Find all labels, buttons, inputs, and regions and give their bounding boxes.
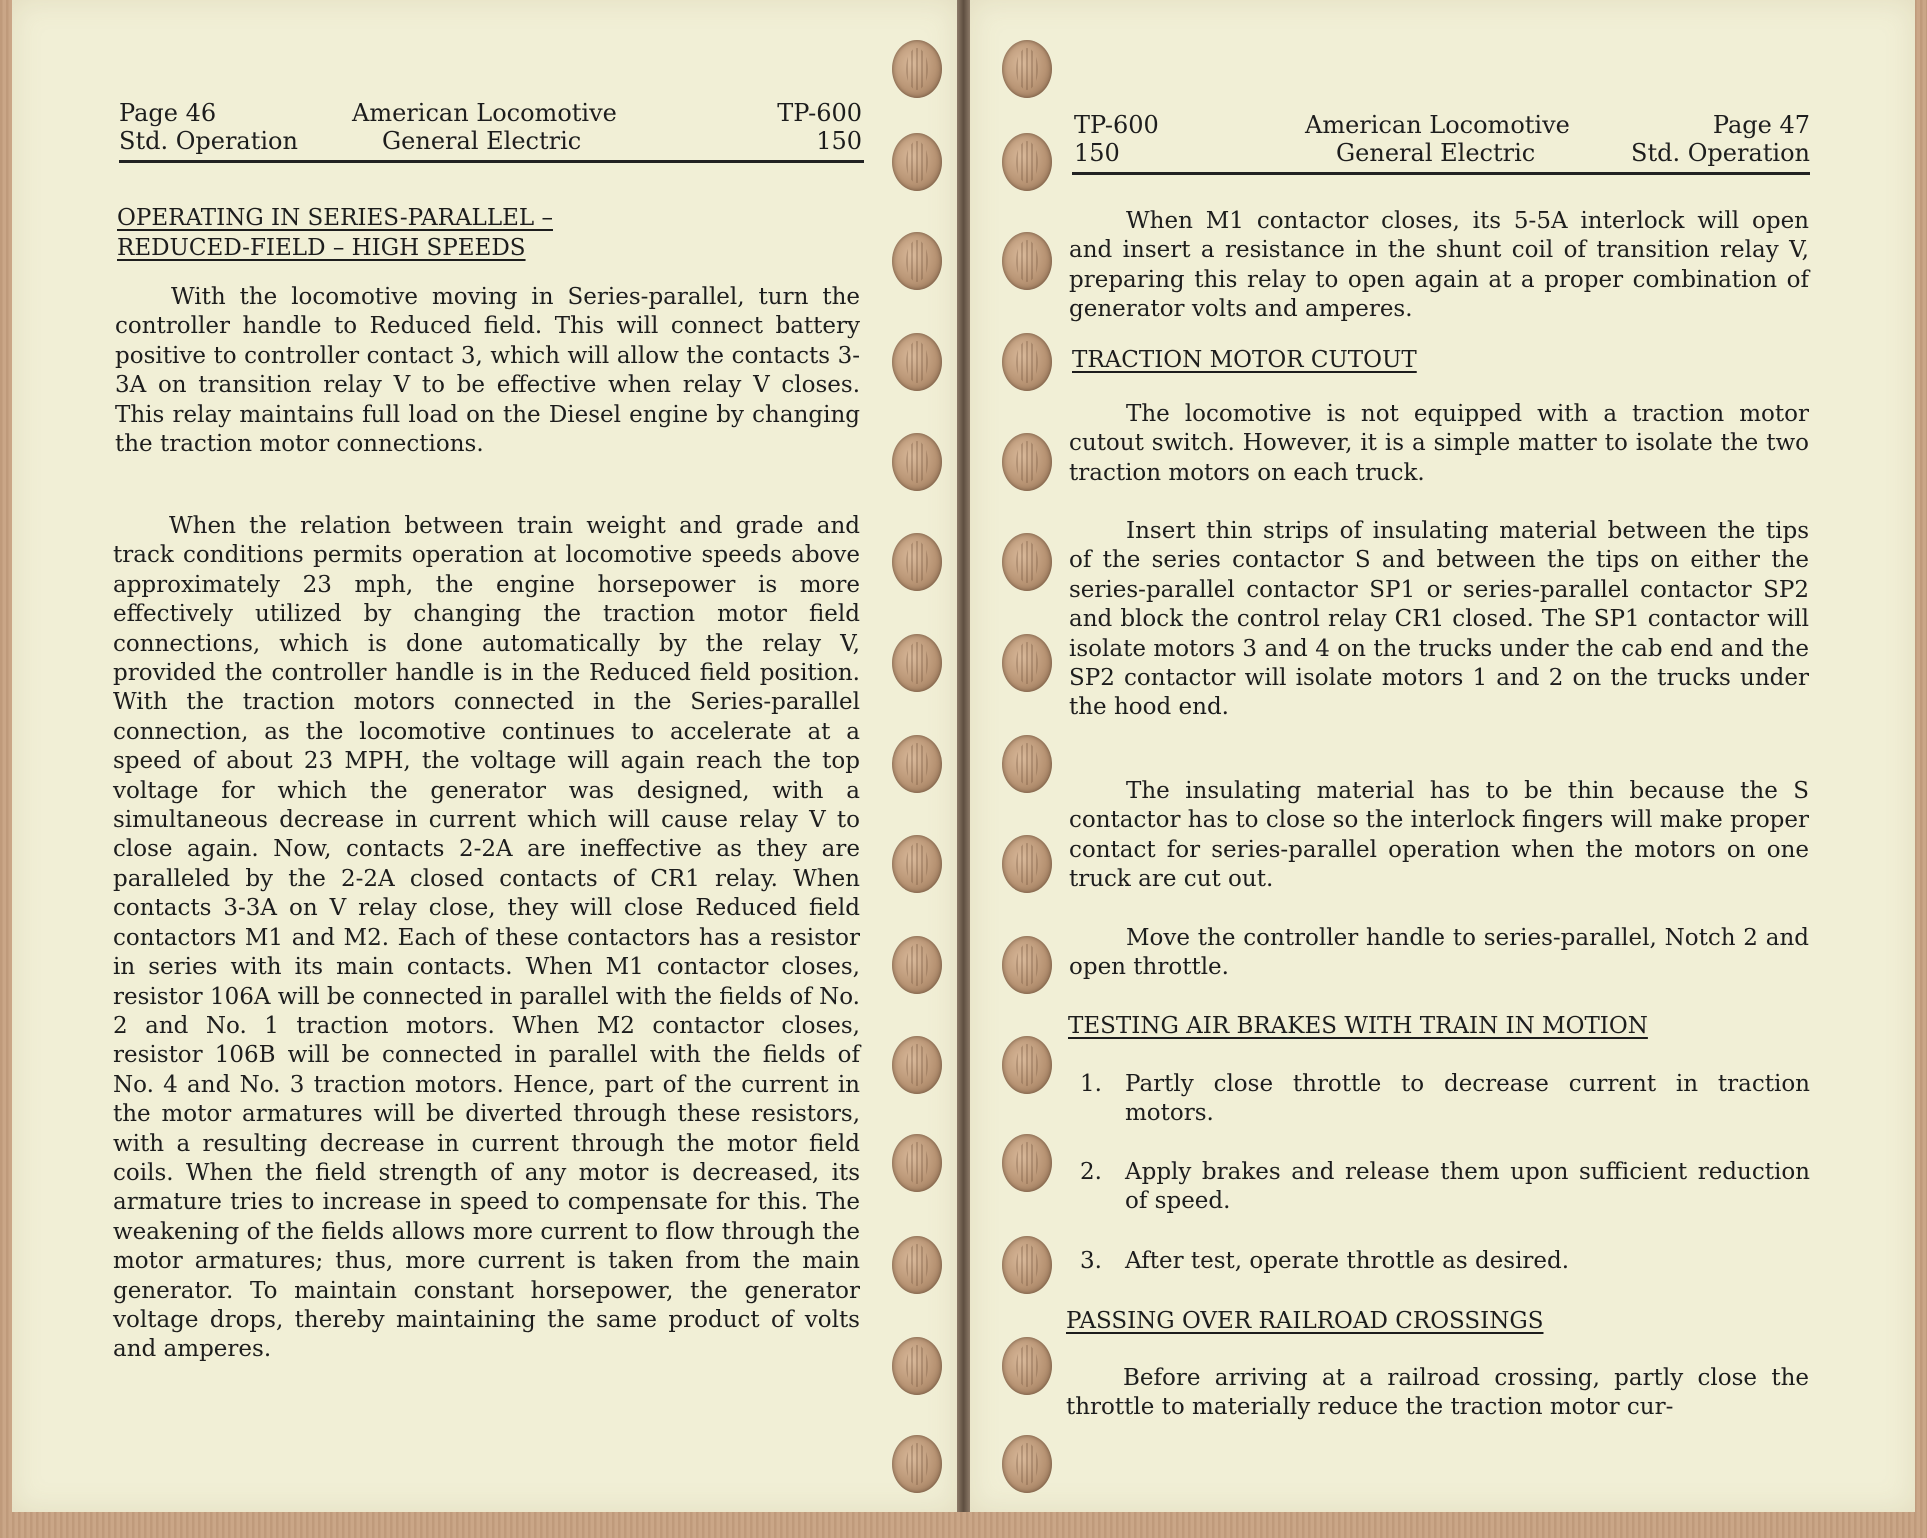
right-model-number: 150 (1074, 139, 1120, 167)
binding-hole (892, 735, 942, 793)
cutout-paragraph-1: The locomotive is not equipped with a traction motor cutout switch. However, it is a simple matter to isolate the two traction motors on each truck. (1069, 401, 1809, 486)
step-number: 2. (1080, 1159, 1102, 1185)
air-brakes-step-3 (1080, 1247, 1810, 1277)
binding-hole (892, 1134, 942, 1192)
left-header-rule (119, 160, 864, 163)
binding-hole (1002, 40, 1052, 98)
cutout-paragraph-4: Move the controller handle to series-parallel, Notch 2 and open throttle. (1069, 925, 1809, 981)
binding-hole (892, 1337, 942, 1395)
binding-hole (1002, 1337, 1052, 1395)
binding-gutter (957, 0, 970, 1512)
binding-hole (1002, 433, 1052, 491)
binding-hole (1002, 835, 1052, 893)
air-brakes-step-2 (1080, 1158, 1810, 1218)
binding-hole (892, 1435, 942, 1493)
binding-hole (1002, 1236, 1052, 1294)
left-doc-code: TP-600 (777, 99, 862, 127)
binding-hole (1002, 1134, 1052, 1192)
right-header-rule (1072, 172, 1810, 175)
binding-hole (892, 1236, 942, 1294)
cutout-heading: TRACTION MOTOR CUTOUT (1072, 347, 1417, 373)
binding-hole (1002, 133, 1052, 191)
right-section-label: Std. Operation (1631, 139, 1810, 167)
right-page-number: Page 47 (1712, 111, 1810, 139)
right-intro-paragraph: When M1 contactor closes, its 5-5A interlock will open and insert a resistance in the shunt coil of transition relay V, preparing this relay to open again at a proper combination of generator volts and amperes. (1069, 208, 1809, 323)
binding-hole (892, 333, 942, 391)
binding-hole (892, 835, 942, 893)
step-text: After test, operate throttle as desired. (1125, 1248, 1570, 1274)
left-publisher-line1: American Locomotive (352, 99, 617, 127)
right-doc-code: TP-600 (1074, 111, 1159, 139)
binding-hole (1002, 936, 1052, 994)
binding-hole (892, 533, 942, 591)
right-publisher-line1: American Locomotive (1305, 111, 1570, 139)
binding-hole (892, 1036, 942, 1094)
left-heading-line1: OPERATING IN SERIES-PARALLEL – (117, 205, 553, 231)
binding-hole (892, 133, 942, 191)
binding-hole (1002, 735, 1052, 793)
right-page (970, 0, 1915, 1512)
binding-hole (1002, 533, 1052, 591)
crossings-heading: PASSING OVER RAILROAD CROSSINGS (1066, 1308, 1544, 1334)
binding-hole (1002, 1435, 1052, 1493)
air-brakes-heading: TESTING AIR BRAKES WITH TRAIN IN MOTION (1068, 1013, 1648, 1039)
left-paragraph-2: When the relation between train weight and grade and track conditions permits operation at locomotive speeds above approximately 23 mph, the engine horsepower is more effectively utilized by changing the traction motor field connections, which is done automatically by the relay V, provided the controller handle is in the Reduced field position. With the traction motors connected in the Series-parallel connection, as the locomotive continues to accelerate at a speed of about 23 MPH, the voltage will again reach the top voltage for which the generator was designed, with a simultaneous decrease in current which will cause relay V to close again. Now, contacts 2-2A are ineffective as they are paralleled by the 2-2A closed contacts of CR1 relay. When contacts 3-3A on V relay close, they will close Reduced field contactors M1 and M2. Each of these contactors has a resistor in series with its main contacts. When M1 contactor closes, resistor 106A will be connected in parallel with the fields of No. 2 and No. 1 traction motors. When M2 contactor closes, resistor 106B will be connected in parallel with the fields of No. 4 and No. 3 traction motors. Hence, part of the current in the motor armatures will be diverted through these resistors, with a resulting decrease in current through the motor field coils. When the field strength of any motor is decreased, its armature tries to increase in speed to compensate for this. The weakening of the fields allows more current to flow through the motor armatures; thus, more current is taken from the main generator. To maintain constant horsepower, the generator voltage drops, thereby maintaining the same product of volts and amperes. (113, 513, 860, 1363)
right-publisher-line2: General Electric (1336, 139, 1536, 167)
left-page-number: Page 46 (119, 99, 217, 127)
step-number: 1. (1080, 1071, 1102, 1097)
binding-hole (892, 634, 942, 692)
left-model-number: 150 (816, 127, 862, 155)
binding-hole (892, 433, 942, 491)
left-heading-line2: REDUCED-FIELD – HIGH SPEEDS (117, 235, 526, 261)
step-text: Partly close throttle to decrease current in traction motors. (1125, 1071, 1810, 1127)
crossings-paragraph: Before arriving at a railroad crossing, partly close the throttle to materially reduce the traction motor cur- (1066, 1365, 1809, 1421)
cutout-paragraph-2: Insert thin strips of insulating material between the tips of the series contactor S and between the tips on either the series-parallel contactor SP1 or series-parallel contactor SP2 and block the control relay CR1 closed. The SP1 contactor will isolate motors 3 and 4 on the trucks under the cab end and the SP2 contactor will isolate motors 1 and 2 on the trucks under the hood end. (1069, 518, 1809, 721)
binding-hole (892, 232, 942, 290)
binding-hole (892, 936, 942, 994)
step-number: 3. (1080, 1248, 1102, 1274)
air-brakes-step-1 (1080, 1070, 1810, 1130)
step-text: Apply brakes and release them upon sufficient reduction of speed. (1125, 1159, 1810, 1215)
left-publisher-line2: General Electric (382, 127, 582, 155)
binding-hole (1002, 634, 1052, 692)
binding-hole (892, 40, 942, 98)
left-section-label: Std. Operation (119, 127, 298, 155)
binding-hole (1002, 232, 1052, 290)
left-page (12, 0, 957, 1512)
left-paragraph-1: With the locomotive moving in Series-parallel, turn the controller handle to Reduced field. This will connect battery positive to controller contact 3, which will allow the contacts 3-3A on transition relay V to be effective when relay V closes. This relay maintains full load on the Diesel engine by changing the traction motor connections. (115, 284, 860, 458)
binding-hole (1002, 333, 1052, 391)
binding-hole (1002, 1036, 1052, 1094)
cutout-paragraph-3: The insulating material has to be thin because the S contactor has to close so the interlock fingers will make proper contact for series-parallel operation when the motors on one truck are cut out. (1069, 778, 1809, 893)
